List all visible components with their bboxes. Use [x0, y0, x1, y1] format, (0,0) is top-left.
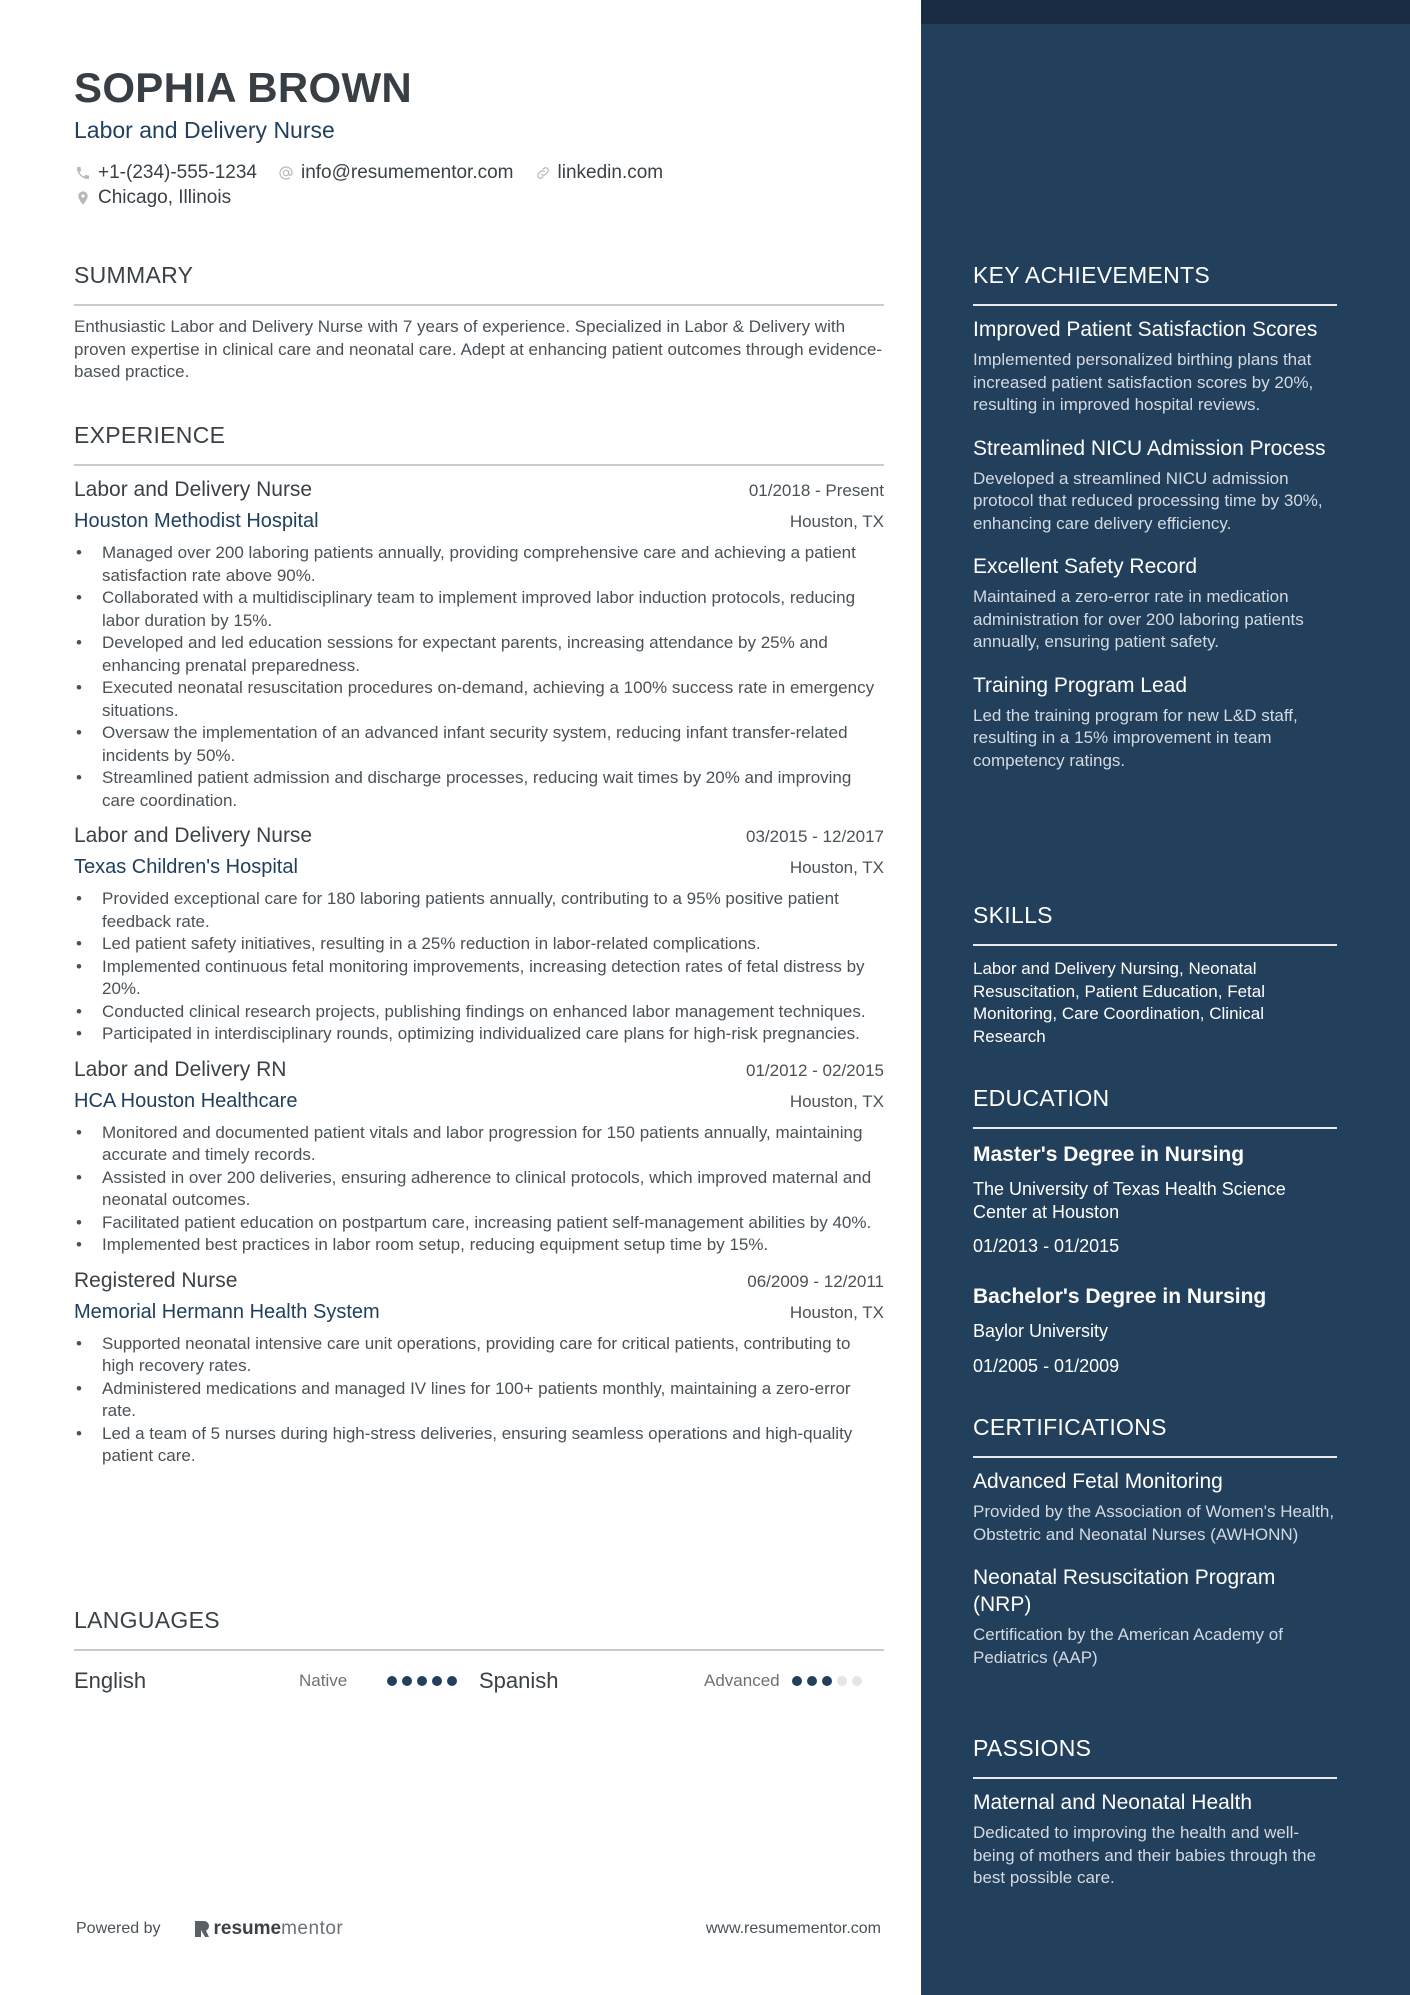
footer	[76, 1918, 881, 1940]
sidebar-item	[973, 1789, 1337, 1890]
job-bullets	[74, 1333, 884, 1468]
rating-dot-filled	[432, 1676, 442, 1686]
language-list	[74, 1661, 884, 1701]
section-divider	[973, 1777, 1337, 1779]
sidebar-item	[973, 1564, 1337, 1669]
at-icon	[277, 164, 295, 182]
item-title: Improved Patient Satisfaction Scores	[973, 318, 1318, 341]
section-divider	[74, 1649, 884, 1651]
rating-dot-filled	[807, 1676, 817, 1686]
rating-dot-empty	[837, 1676, 847, 1686]
language-name: English	[74, 1668, 147, 1693]
job-location: Houston, TX	[789, 858, 884, 877]
logo-text-bold: resume	[213, 1918, 282, 1939]
education-item	[973, 1141, 1337, 1257]
website-link[interactable]: www.resumementor.com	[705, 1920, 881, 1937]
job-role: Labor and Delivery Nurse	[74, 824, 313, 847]
job-bullet: • Managed over 200 laboring patients annually, providing comprehensive care and achieving a patient satisfaction rate above 90%.	[74, 542, 884, 587]
section-heading: KEY ACHIEVEMENTS	[973, 262, 1211, 288]
job-subheader	[74, 856, 884, 886]
job-bullet: • Facilitated patient education on postpartum care, increasing patient self-management abilities by 40%.	[74, 1212, 884, 1235]
section-heading: LANGUAGES	[74, 1607, 220, 1633]
job-dates: 03/2015 - 12/2017	[745, 827, 884, 846]
language-name: Spanish	[479, 1668, 559, 1693]
job-role: Labor and Delivery RN	[74, 1057, 287, 1081]
link-icon	[534, 164, 552, 182]
job-role: Registered Nurse	[74, 1268, 238, 1292]
certification-list	[973, 1468, 1337, 1669]
job-company: Texas Children's Hospital	[74, 856, 298, 878]
rating-dot-filled	[417, 1676, 427, 1686]
job-company: Memorial Hermann Health System	[74, 1300, 380, 1323]
language-item	[479, 1668, 884, 1694]
language-rating	[387, 1676, 457, 1686]
section-heading: CERTIFICATIONS	[973, 1414, 1167, 1440]
job-bullet: • Provided exceptional care for 180 laboring patients annually, contributing to a 95% positive patient feedback rate.	[74, 888, 884, 933]
job-entry	[74, 478, 884, 812]
item-description: Dedicated to improving the health and well-being of mothers and their babies through the best possible care.	[973, 1823, 1317, 1887]
sidebar-item	[973, 553, 1337, 654]
achievements-section	[973, 262, 1337, 790]
rating-dot-filled	[402, 1676, 412, 1686]
job-bullet: • Supported neonatal intensive care unit operations, providing care for critical patients, contributing to high recovery rates.	[74, 1333, 884, 1378]
powered-by	[76, 1918, 343, 1940]
contact-location	[74, 187, 231, 209]
education-section	[973, 1085, 1337, 1403]
location-text: Chicago, Illinois	[98, 186, 232, 208]
job-bullet: • Assisted in over 200 deliveries, ensuring adherence to clinical protocols, which improved maternal and neonatal outcomes.	[74, 1167, 884, 1212]
item-description: Led the training program for new L&D staff, resulting in a 15% improvement in team competency ratings.	[973, 705, 1298, 770]
item-description: Maintained a zero-error rate in medication administration for over 200 laboring patients annually, ensuring patient safety.	[973, 587, 1304, 651]
section-divider	[973, 944, 1337, 946]
section-heading: SKILLS	[973, 902, 1053, 928]
logo-mark-icon	[193, 1919, 211, 1939]
candidate-title: Labor and Delivery Nurse	[74, 117, 335, 143]
resumementor-logo[interactable]	[193, 1918, 344, 1940]
job-dates: 01/2018 - Present	[748, 481, 884, 500]
job-bullet: • Led a team of 5 nurses during high-stress deliveries, ensuring seamless operations and high-quality patient care.	[74, 1423, 884, 1468]
job-bullet: • Implemented best practices in labor room setup, reducing equipment setup time by 15%.	[74, 1234, 884, 1257]
candidate-name: SOPHIA BROWN	[74, 64, 413, 111]
education-list	[973, 1141, 1337, 1377]
job-dates: 01/2012 - 02/2015	[745, 1060, 884, 1080]
rating-dot-filled	[792, 1676, 802, 1686]
section-heading: EDUCATION	[973, 1085, 1110, 1111]
section-divider	[74, 464, 884, 466]
contact-linkedin[interactable]	[534, 162, 664, 184]
passions-section	[973, 1735, 1337, 1908]
rating-dot-filled	[387, 1676, 397, 1686]
job-subheader	[74, 510, 884, 540]
education-degree: Bachelor's Degree in Nursing	[973, 1285, 1267, 1308]
logo-text-light: mentor	[281, 1918, 344, 1939]
job-bullet: • Oversaw the implementation of an advanced infant security system, reducing infant transfer-related incidents by 50%.	[74, 722, 884, 767]
phone-icon	[74, 164, 92, 182]
item-title: Excellent Safety Record	[973, 555, 1198, 578]
job-bullet: • Conducted clinical research projects, publishing findings on enhanced labor management techniques.	[74, 1001, 884, 1024]
item-description: Certification by the American Academy of Pediatrics (AAP)	[973, 1625, 1283, 1667]
job-location: Houston, TX	[789, 512, 884, 531]
passion-list	[973, 1789, 1337, 1890]
job-bullet: • Streamlined patient admission and discharge processes, reducing wait times by 20% and improving care coordination.	[74, 767, 884, 812]
language-level: Advanced	[704, 1671, 780, 1690]
phone-text: +1-(234)-555-1234	[98, 161, 257, 183]
job-subheader	[74, 1090, 884, 1120]
sidebar-item	[973, 435, 1337, 536]
section-divider	[973, 1456, 1337, 1458]
summary-text: Enthusiastic Labor and Delivery Nurse with 7 years of experience. Specialized in Labor & Delivery with proven expertise in clinical care and neonatal care. Adept at enhancing patient outcomes through evidence-based practice.	[74, 317, 883, 381]
certifications-section	[973, 1414, 1337, 1687]
job-bullet: • Participated in interdisciplinary rounds, optimizing individualized care plans for high-risk pregnancies.	[74, 1023, 884, 1046]
rating-dot-empty	[852, 1676, 862, 1686]
language-rating	[792, 1676, 862, 1686]
language-level: Native	[299, 1671, 348, 1690]
linkedin-link[interactable]: linkedin.com	[557, 161, 664, 183]
summary-section	[74, 262, 884, 384]
rating-dot-filled	[822, 1676, 832, 1686]
section-heading: SUMMARY	[74, 262, 194, 288]
sidebar	[921, 0, 1410, 1995]
sidebar-item	[973, 1468, 1337, 1546]
job-entry	[74, 824, 884, 1046]
contact-phone	[74, 162, 257, 184]
item-description: Implemented personalized birthing plans that increased patient satisfaction scores by 20%, resulting in improved hospital reviews.	[973, 350, 1314, 414]
section-divider	[973, 304, 1337, 306]
job-list	[74, 478, 884, 1468]
job-bullet: • Executed neonatal resuscitation procedures on-demand, achieving a 100% success rate in emergency situations.	[74, 677, 884, 722]
education-school: Baylor University	[973, 1321, 1109, 1341]
powered-by-label: Powered by	[76, 1920, 161, 1937]
education-dates: 01/2013 - 01/2015	[973, 1236, 1120, 1256]
language-item	[74, 1668, 479, 1694]
map-pin-icon	[74, 189, 92, 207]
job-dates: 06/2009 - 12/2011	[747, 1271, 884, 1291]
contact-email[interactable]	[277, 162, 514, 184]
item-description: Developed a streamlined NICU admission protocol that reduced processing time by 30%, enhancing care delivery efficiency.	[973, 468, 1323, 533]
job-role: Labor and Delivery Nurse	[74, 478, 313, 501]
job-header	[74, 1269, 884, 1299]
job-bullet: • Monitored and documented patient vitals and labor progression for 150 patients annually, maintaining accurate and timely records.	[74, 1122, 884, 1167]
education-school: The University of Texas Health Science Center at Houston	[973, 1179, 1286, 1222]
job-bullet: • Implemented continuous fetal monitoring improvements, increasing detection rates of fetal distress by 20%.	[74, 956, 884, 1001]
item-description: Provided by the Association of Women's Health, Obstetric and Neonatal Nurses (AWHONN)	[973, 1502, 1335, 1544]
education-item	[973, 1283, 1337, 1377]
rating-dot-filled	[447, 1676, 457, 1686]
job-header	[74, 824, 884, 854]
job-bullet: • Administered medications and managed IV lines for 100+ patients monthly, maintaining a zero-error rate.	[74, 1378, 884, 1423]
section-divider	[973, 1127, 1337, 1129]
sidebar-item	[973, 672, 1337, 773]
job-bullets	[74, 888, 884, 1046]
job-bullets	[74, 1122, 884, 1257]
education-dates: 01/2005 - 01/2009	[973, 1355, 1120, 1376]
job-bullet: • Led patient safety initiatives, resulting in a 25% reduction in labor-related complications.	[74, 933, 884, 956]
languages-section	[74, 1607, 884, 1701]
section-heading: EXPERIENCE	[74, 422, 226, 448]
item-title: Neonatal Resuscitation Program (NRP)	[973, 1566, 1276, 1616]
job-entry	[74, 1269, 884, 1468]
section-heading: PASSIONS	[973, 1735, 1092, 1761]
sidebar-item	[973, 316, 1337, 417]
email-link[interactable]: info@resumementor.com	[300, 161, 514, 183]
job-company: Houston Methodist Hospital	[74, 510, 319, 532]
job-location: Houston, TX	[789, 1302, 884, 1322]
job-header	[74, 478, 884, 508]
experience-section	[74, 422, 884, 1468]
job-bullets	[74, 542, 884, 812]
contact-info	[74, 160, 683, 210]
item-title: Advanced Fetal Monitoring	[973, 1470, 1223, 1493]
job-subheader	[74, 1301, 884, 1331]
job-entry	[74, 1058, 884, 1257]
item-title: Maternal and Neonatal Health	[973, 1791, 1253, 1814]
job-location: Houston, TX	[789, 1091, 884, 1111]
job-header	[74, 1058, 884, 1088]
education-degree: Master's Degree in Nursing	[973, 1143, 1245, 1166]
item-title: Training Program Lead	[973, 673, 1187, 697]
section-divider	[74, 304, 884, 306]
job-bullet: • Developed and led education sessions for expectant parents, increasing attendance by 25% and enhancing prenatal preparedness.	[74, 632, 884, 677]
achievement-list	[973, 316, 1337, 772]
skills-section	[973, 902, 1337, 1048]
job-company: HCA Houston Healthcare	[74, 1089, 298, 1112]
item-title: Streamlined NICU Admission Process	[973, 436, 1326, 460]
sidebar-top-band	[921, 0, 1410, 24]
job-bullet: • Collaborated with a multidisciplinary team to implement improved labor induction protocols, reducing labor duration by 15%.	[74, 587, 884, 632]
skills-text: Labor and Delivery Nursing, Neonatal Resuscitation, Patient Education, Fetal Monitoring, Care Coordination, Clinical Research	[973, 959, 1265, 1046]
